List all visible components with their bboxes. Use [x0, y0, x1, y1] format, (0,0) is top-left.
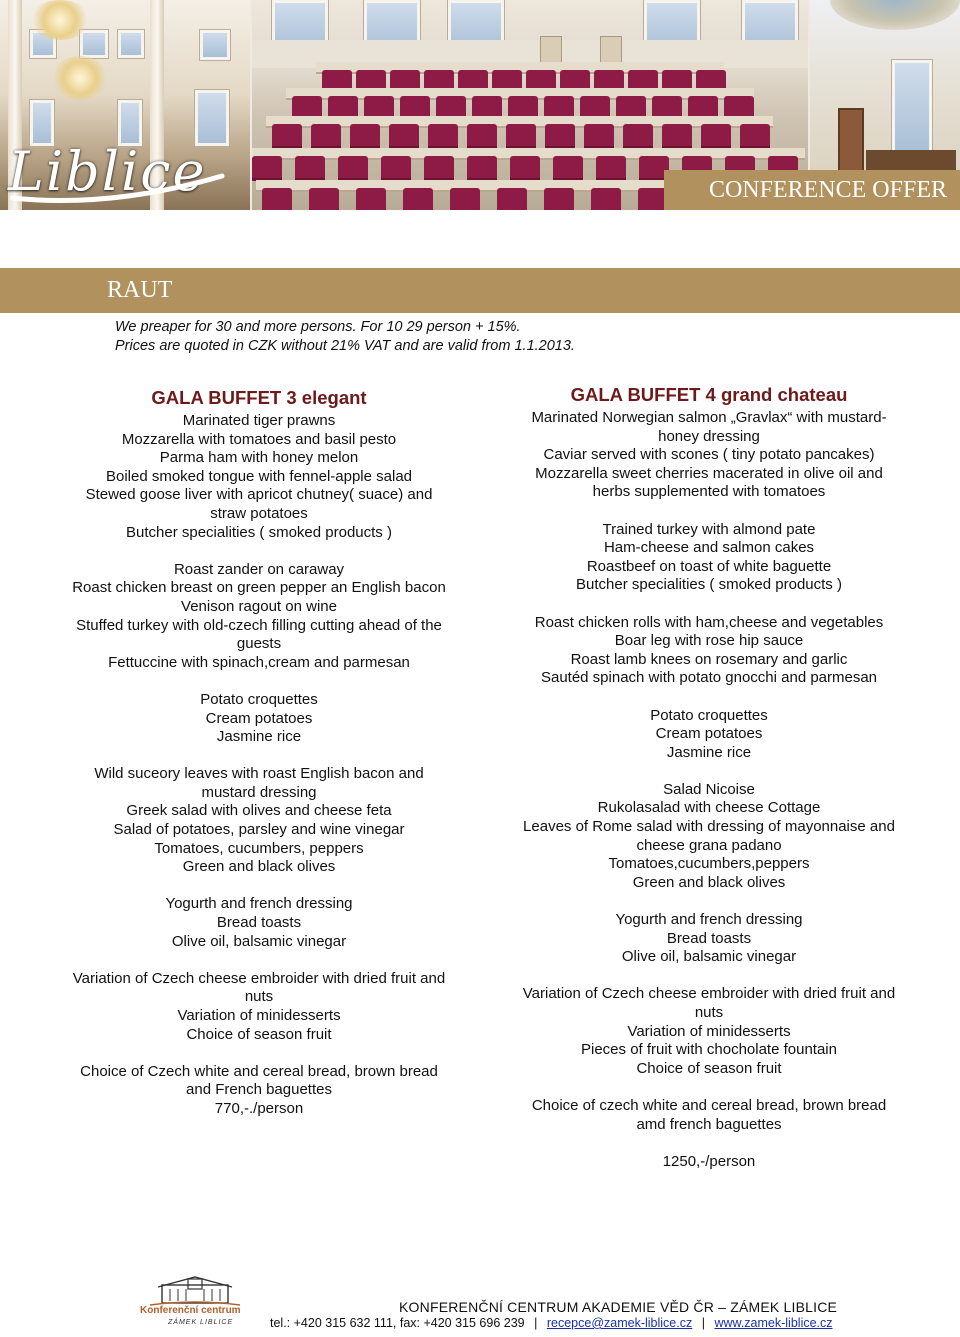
menu-gala-buffet-4 — [504, 384, 914, 1171]
chair — [616, 96, 646, 118]
menu-item: Choice of czech white and cereal bread, brown bread — [531, 1096, 887, 1114]
footer-phone: tel.: +420 315 632 111, fax: +420 315 696 239 — [270, 1316, 525, 1330]
menu-items — [504, 409, 914, 1171]
chair — [580, 96, 610, 118]
footer-email-link[interactable]: recepce@zamek-liblice.cz — [546, 1316, 693, 1330]
menu-title: GALA BUFFET 3 elegant — [151, 387, 367, 408]
chair — [472, 96, 502, 118]
chair — [508, 96, 538, 118]
menu-item: Boar leg with rose hip sauce — [614, 632, 804, 650]
chair — [338, 156, 368, 178]
menu-item: Rukolasalad with cheese Cottage — [597, 799, 821, 817]
chair — [381, 156, 411, 178]
menu-item: Greek salad with olives and cheese feta — [126, 802, 392, 820]
menu-item: Olive oil, balsamic vinegar — [171, 932, 347, 950]
group-spacer — [504, 762, 914, 781]
group-spacer — [504, 1134, 914, 1153]
chair — [262, 188, 292, 210]
menu-item: Green and black olives — [632, 873, 786, 891]
menu-item: Salad of potatoes, parsley and wine vinegar — [113, 821, 405, 839]
menu-item: straw potatoes — [210, 504, 308, 522]
chair — [252, 156, 282, 178]
footer-logo-text: Konferenční centrum — [140, 1305, 241, 1316]
conference-offer-banner: CONFERENCE OFFER — [664, 170, 960, 210]
chair — [467, 156, 497, 178]
chair — [295, 156, 325, 178]
menu-item: Variation of minidesserts — [627, 1022, 791, 1040]
menu-item: Mozzarella with tomatoes and basil pesto — [121, 430, 397, 448]
note-line: Prices are quoted in CZK without 21% VAT and are valid from 1.1.2013. — [115, 338, 575, 354]
menu-item: Roast chicken rolls with ham,cheese and vegetables — [534, 613, 884, 631]
chair — [584, 124, 614, 146]
group-spacer — [504, 502, 914, 521]
menu-item: Butcher specialities ( smoked products ) — [126, 523, 392, 541]
chair — [652, 96, 682, 118]
menu-item: Cream potatoes — [205, 709, 313, 727]
menu-item: Choice of season fruit — [636, 1059, 782, 1077]
group-spacer — [54, 877, 464, 896]
menu-item: Bread toasts — [216, 914, 302, 932]
menu-item: Stuffed turkey with old-czech filling cutting ahead of the — [76, 616, 442, 634]
group-spacer — [504, 595, 914, 614]
menu-item: Bread toasts — [666, 929, 752, 947]
chair — [497, 188, 527, 210]
chair — [272, 124, 302, 146]
menu-items — [54, 412, 464, 1119]
footer-title: KONFERENČNÍ CENTRUM AKADEMIE VĚD ČR – ZÁMEK LIBLICE — [399, 1299, 838, 1315]
chair — [688, 96, 718, 118]
menu-item: Variation of Czech cheese embroider with dried fruit and — [72, 969, 446, 987]
menu-item: Choice of season fruit — [186, 1025, 332, 1043]
menu-item: nuts — [694, 1004, 724, 1021]
chair — [424, 156, 454, 178]
group-spacer — [504, 1078, 914, 1097]
liblice-logo: Liblice — [8, 140, 207, 203]
chair — [403, 188, 433, 210]
chair — [356, 188, 386, 210]
chair — [740, 124, 770, 146]
footer-logo — [140, 1275, 250, 1333]
menu-item: Salad Nicoise — [663, 780, 755, 798]
menu-item: Choice of Czech white and cereal bread, brown bread — [80, 1062, 438, 1080]
menu-item: Jasmine rice — [216, 728, 302, 746]
chair — [545, 124, 575, 146]
menu-item: herbs supplemented with tomatoes — [592, 483, 826, 501]
menu-item: Olive oil, balsamic vinegar — [621, 948, 797, 966]
menu-item: Potato croquettes — [200, 690, 318, 708]
menu-item: Potato croquettes — [650, 706, 768, 724]
chateau-logo-icon — [140, 1275, 250, 1307]
menu-item: Trained turkey with almond pate — [602, 520, 816, 538]
menu-item: Tomatoes,cucumbers,peppers — [608, 855, 810, 873]
chair — [662, 124, 692, 146]
chair — [311, 124, 341, 146]
footer-web-link[interactable]: www.zamek-liblice.cz — [714, 1316, 833, 1330]
menu-item: and French baguettes — [186, 1081, 332, 1099]
menu-item: Wild suceory leaves with roast English bacon and — [94, 765, 424, 783]
menu-item: Roast chicken breast on green pepper an English bacon — [72, 579, 446, 597]
logo-swoosh-icon — [10, 170, 230, 206]
menu-item: Ham-cheese and salmon cakes — [603, 539, 815, 557]
menu-item: Jasmine rice — [666, 743, 752, 761]
group-spacer — [54, 747, 464, 766]
menu-item: Butcher specialities ( smoked products ) — [576, 576, 842, 594]
menu-item: Venison ragout on wine — [181, 597, 337, 615]
group-spacer — [504, 892, 914, 911]
menu-item: amd french baguettes — [636, 1115, 782, 1133]
menu-item: guests — [236, 635, 282, 653]
chair — [701, 124, 731, 146]
group-spacer — [54, 542, 464, 561]
menu-item: Leaves of Rome salad with dressing of mayonnaise and — [523, 818, 895, 836]
menu-item: Variation of minidesserts — [177, 1007, 341, 1024]
menu-item: Fettuccine with spinach,cream and parmesan — [108, 653, 410, 671]
chair — [292, 96, 322, 118]
group-spacer — [504, 967, 914, 986]
chair — [436, 96, 466, 118]
group-spacer — [54, 951, 464, 970]
menu-item: Green and black olives — [182, 858, 336, 876]
menu-item: Marinated tiger prawns — [182, 412, 336, 429]
group-spacer — [54, 1044, 464, 1063]
footer-contact — [270, 1316, 833, 1330]
group-spacer — [54, 672, 464, 691]
hero-photo-collage — [0, 0, 960, 210]
chair — [510, 156, 540, 178]
chair — [400, 96, 430, 118]
menu-item: 770,-./person — [214, 1099, 304, 1117]
menu-item: Tomatoes, cucumbers, peppers — [154, 839, 364, 857]
chair — [350, 124, 380, 146]
section-title-bar: RAUT — [0, 268, 960, 313]
chair — [596, 156, 626, 178]
chair — [328, 96, 358, 118]
chair — [428, 124, 458, 146]
menu-title: GALA BUFFET 4 grand chateau — [570, 384, 848, 405]
group-spacer — [504, 688, 914, 707]
menu-item: Pieces of fruit with chocholate fountain — [581, 1041, 837, 1059]
chair — [623, 124, 653, 146]
chair — [389, 124, 419, 146]
menu-item: Mozzarella sweet cherries macerated in olive oil and — [535, 464, 883, 482]
footer-separator: | — [534, 1316, 538, 1330]
footer-logo-subtext: ZÁMEK LIBLICE — [168, 1319, 234, 1326]
chair — [544, 96, 574, 118]
menu-item: Yogurth and french dressing — [165, 895, 353, 913]
chair — [544, 188, 574, 210]
menu-item: mustard dressing — [201, 783, 317, 801]
menu-item: Caviar served with scones ( tiny potato pancakes) — [543, 446, 875, 464]
menu-item: nuts — [244, 988, 274, 1006]
chair — [450, 188, 480, 210]
menu-item: Roast lamb knees on rosemary and garlic — [570, 650, 848, 668]
menu-item: Parma ham with honey melon — [159, 449, 359, 467]
menu-gala-buffet-3 — [54, 387, 464, 1119]
menu-item: Roast zander on caraway — [173, 560, 345, 578]
chair — [309, 188, 339, 210]
chair — [506, 124, 536, 146]
chair — [364, 96, 394, 118]
menu-item: Boiled smoked tongue with fennel-apple salad — [105, 467, 413, 485]
menu-item: 1250,-/person — [662, 1152, 756, 1170]
footer-separator: | — [701, 1316, 705, 1330]
menu-item: Variation of Czech cheese embroider with dried fruit and — [522, 985, 896, 1003]
chair — [467, 124, 497, 146]
menu-item: Cream potatoes — [655, 725, 763, 743]
chair — [553, 156, 583, 178]
menu-item: Marinated Norwegian salmon „Gravlax“ with mustard- — [531, 409, 887, 426]
menu-item: cheese grana padano — [636, 836, 782, 854]
chair — [724, 96, 754, 118]
menu-item: Roastbeef on toast of white baguette — [586, 557, 832, 575]
note-line: We preaper for 30 and more persons. For 10 29 person + 15%. — [115, 319, 521, 335]
menu-item: Yogurth and french dressing — [615, 911, 803, 929]
menu-item: Stewed goose liver with apricot chutney( suace) and — [85, 486, 433, 504]
menu-item: honey dressing — [658, 427, 760, 445]
chair — [591, 188, 621, 210]
menu-item: Sautéd spinach with potato gnocchi and parmesan — [540, 669, 878, 687]
